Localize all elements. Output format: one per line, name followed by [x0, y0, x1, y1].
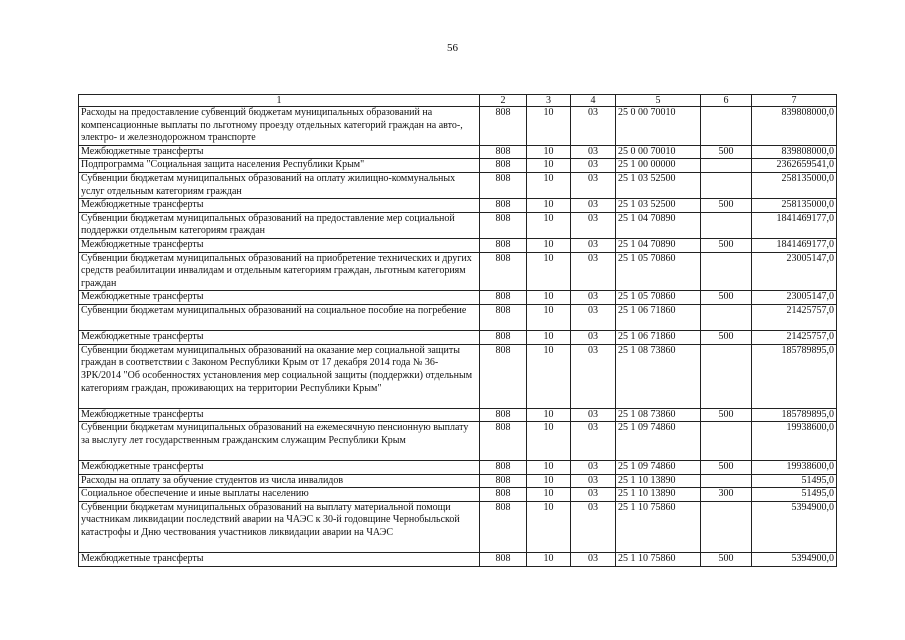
table-row: [79, 331, 837, 345]
row-description: Расходы на оплату за обучение студентов из числа инвалидов: [79, 474, 480, 488]
row-amount: 839808000,0: [752, 107, 837, 146]
row-subsection-code: 03: [571, 422, 616, 461]
row-expense-type: 500: [701, 238, 752, 252]
row-amount: 51495,0: [752, 474, 837, 488]
row-subsection-code: 03: [571, 474, 616, 488]
row-description: Межбюджетные трансферты: [79, 145, 480, 159]
row-section-code: 10: [527, 145, 571, 159]
row-target-article: 25 1 10 75860: [616, 553, 701, 567]
table-row: [79, 408, 837, 422]
row-expense-type: [701, 172, 752, 198]
row-expense-type: [701, 107, 752, 146]
row-section-code: 10: [527, 344, 571, 408]
row-subsection-code: 03: [571, 252, 616, 291]
row-subsection-code: 03: [571, 488, 616, 502]
row-amount: 23005147,0: [752, 291, 837, 305]
table-header-row: [79, 95, 837, 107]
row-target-article: 25 1 04 70890: [616, 212, 701, 238]
row-ministry-code: 808: [480, 291, 527, 305]
row-description: Социальное обеспечение и иные выплаты населению: [79, 488, 480, 502]
table-row: [79, 172, 837, 198]
row-target-article: 25 1 06 71860: [616, 304, 701, 330]
row-subsection-code: 03: [571, 212, 616, 238]
row-amount: 19938600,0: [752, 461, 837, 475]
row-amount: 19938600,0: [752, 422, 837, 461]
row-ministry-code: 808: [480, 199, 527, 213]
row-section-code: 10: [527, 461, 571, 475]
table-row: [79, 488, 837, 502]
row-section-code: 10: [527, 199, 571, 213]
row-target-article: 25 1 04 70890: [616, 238, 701, 252]
column-header: 1: [79, 95, 480, 107]
row-expense-type: [701, 212, 752, 238]
row-amount: 1841469177,0: [752, 238, 837, 252]
row-amount: 5394900,0: [752, 553, 837, 567]
row-ministry-code: 808: [480, 408, 527, 422]
column-header: 2: [480, 95, 527, 107]
row-section-code: 10: [527, 172, 571, 198]
row-description: Субвенции бюджетам муниципальных образований на приобретение технических и других средств реабилитации инвалидам и отдельным категориям граждан, льготным категориям граждан: [79, 252, 480, 291]
row-target-article: 25 1 10 13890: [616, 474, 701, 488]
row-subsection-code: 03: [571, 304, 616, 330]
table-row: [79, 107, 837, 146]
row-amount: 258135000,0: [752, 199, 837, 213]
row-target-article: 25 1 10 75860: [616, 501, 701, 552]
row-description: Межбюджетные трансферты: [79, 408, 480, 422]
column-header: 4: [571, 95, 616, 107]
table-row: [79, 212, 837, 238]
row-subsection-code: 03: [571, 501, 616, 552]
row-section-code: 10: [527, 408, 571, 422]
row-subsection-code: 03: [571, 331, 616, 345]
row-target-article: 25 1 03 52500: [616, 199, 701, 213]
row-section-code: 10: [527, 252, 571, 291]
row-section-code: 10: [527, 331, 571, 345]
row-description: Субвенции бюджетам муниципальных образований на предоставление мер социальной поддержки отдельным категориям граждан: [79, 212, 480, 238]
row-ministry-code: 808: [480, 145, 527, 159]
row-description: Субвенции бюджетам муниципальных образований на выплату материальной помощи участникам ликвидации последствий аварии на ЧАЭС к 30-й годовщине Чернобыльской катастрофы и Дню чествования участников ликвидации аварии на ЧАЭС: [79, 501, 480, 552]
table-body: [79, 107, 837, 567]
table-row: [79, 238, 837, 252]
row-target-article: 25 1 09 74860: [616, 461, 701, 475]
row-ministry-code: 808: [480, 304, 527, 330]
row-section-code: 10: [527, 474, 571, 488]
row-ministry-code: 808: [480, 159, 527, 173]
row-description: Субвенции бюджетам муниципальных образований на оплату жилищно-коммунальных услуг отдельным категориям граждан: [79, 172, 480, 198]
column-header: 7: [752, 95, 837, 107]
row-subsection-code: 03: [571, 145, 616, 159]
row-amount: 51495,0: [752, 488, 837, 502]
row-ministry-code: 808: [480, 107, 527, 146]
row-section-code: 10: [527, 291, 571, 305]
row-amount: 21425757,0: [752, 331, 837, 345]
table-row: [79, 304, 837, 330]
table-row: [79, 553, 837, 567]
table-row: [79, 501, 837, 552]
table-row: [79, 474, 837, 488]
row-description: Подпрограмма "Социальная защита населения Республики Крым": [79, 159, 480, 173]
row-expense-type: [701, 422, 752, 461]
row-description: Субвенции бюджетам муниципальных образований на оказание мер социальной защиты граждан в соответствии с Законом Республики Крым от 17 декабря 2014 года № 36-ЗРК/2014 "Об особенностях установления мер социальной защиты (поддержки) отдельным категориям граждан, проживающих на территории Республики Крым": [79, 344, 480, 408]
row-expense-type: 300: [701, 488, 752, 502]
row-expense-type: [701, 501, 752, 552]
row-section-code: 10: [527, 107, 571, 146]
row-expense-type: 500: [701, 461, 752, 475]
row-subsection-code: 03: [571, 408, 616, 422]
row-description: Межбюджетные трансферты: [79, 331, 480, 345]
row-subsection-code: 03: [571, 291, 616, 305]
row-target-article: 25 1 08 73860: [616, 344, 701, 408]
row-amount: 185789895,0: [752, 344, 837, 408]
row-ministry-code: 808: [480, 501, 527, 552]
table-row: [79, 422, 837, 461]
row-ministry-code: 808: [480, 252, 527, 291]
row-ministry-code: 808: [480, 461, 527, 475]
row-subsection-code: 03: [571, 553, 616, 567]
row-section-code: 10: [527, 422, 571, 461]
row-expense-type: [701, 252, 752, 291]
row-description: Субвенции бюджетам муниципальных образований на социальное пособие на погребение: [79, 304, 480, 330]
row-target-article: 25 1 09 74860: [616, 422, 701, 461]
row-subsection-code: 03: [571, 107, 616, 146]
row-amount: 258135000,0: [752, 172, 837, 198]
row-target-article: 25 1 06 71860: [616, 331, 701, 345]
row-expense-type: [701, 304, 752, 330]
row-target-article: 25 1 00 00000: [616, 159, 701, 173]
row-ministry-code: 808: [480, 488, 527, 502]
row-section-code: 10: [527, 553, 571, 567]
row-section-code: 10: [527, 159, 571, 173]
table-row: [79, 344, 837, 408]
row-description: Межбюджетные трансферты: [79, 238, 480, 252]
row-expense-type: [701, 474, 752, 488]
table-row: [79, 291, 837, 305]
row-ministry-code: 808: [480, 238, 527, 252]
row-ministry-code: 808: [480, 422, 527, 461]
row-amount: 185789895,0: [752, 408, 837, 422]
row-ministry-code: 808: [480, 474, 527, 488]
row-expense-type: [701, 344, 752, 408]
page-number: 56: [447, 42, 458, 54]
row-ministry-code: 808: [480, 344, 527, 408]
row-expense-type: 500: [701, 199, 752, 213]
column-header: 6: [701, 95, 752, 107]
column-header: 5: [616, 95, 701, 107]
row-subsection-code: 03: [571, 172, 616, 198]
row-target-article: 25 0 00 70010: [616, 145, 701, 159]
row-section-code: 10: [527, 238, 571, 252]
table-row: [79, 252, 837, 291]
row-expense-type: 500: [701, 331, 752, 345]
row-description: Субвенции бюджетам муниципальных образований на ежемесячную пенсионную выплату за выслугу лет государственным гражданским служащим Республики Крым: [79, 422, 480, 461]
row-description: Межбюджетные трансферты: [79, 199, 480, 213]
row-amount: 839808000,0: [752, 145, 837, 159]
row-target-article: 25 1 03 52500: [616, 172, 701, 198]
row-ministry-code: 808: [480, 331, 527, 345]
row-amount: 23005147,0: [752, 252, 837, 291]
row-description: Межбюджетные трансферты: [79, 291, 480, 305]
row-ministry-code: 808: [480, 553, 527, 567]
row-ministry-code: 808: [480, 172, 527, 198]
row-target-article: 25 1 05 70860: [616, 291, 701, 305]
row-section-code: 10: [527, 488, 571, 502]
row-section-code: 10: [527, 212, 571, 238]
row-subsection-code: 03: [571, 344, 616, 408]
row-expense-type: 500: [701, 145, 752, 159]
row-amount: 21425757,0: [752, 304, 837, 330]
row-description: Межбюджетные трансферты: [79, 461, 480, 475]
row-target-article: 25 1 08 73860: [616, 408, 701, 422]
row-section-code: 10: [527, 501, 571, 552]
row-target-article: 25 1 05 70860: [616, 252, 701, 291]
row-description: Расходы на предоставление субвенций бюджетам муниципальных образований на компенсационные выплаты по льготному проезду отдельных категорий граждан на авто-, электро- и железнодорожном транспорте: [79, 107, 480, 146]
table-row: [79, 145, 837, 159]
table-row: [79, 159, 837, 173]
row-ministry-code: 808: [480, 212, 527, 238]
row-expense-type: [701, 159, 752, 173]
row-expense-type: 500: [701, 553, 752, 567]
row-expense-type: 500: [701, 291, 752, 305]
table-row: [79, 199, 837, 213]
column-header: 3: [527, 95, 571, 107]
row-subsection-code: 03: [571, 461, 616, 475]
row-expense-type: 500: [701, 408, 752, 422]
table-row: [79, 461, 837, 475]
row-amount: 5394900,0: [752, 501, 837, 552]
row-target-article: 25 1 10 13890: [616, 488, 701, 502]
row-section-code: 10: [527, 304, 571, 330]
row-target-article: 25 0 00 70010: [616, 107, 701, 146]
row-subsection-code: 03: [571, 238, 616, 252]
row-subsection-code: 03: [571, 159, 616, 173]
budget-table: [78, 94, 837, 567]
row-amount: 2362659541,0: [752, 159, 837, 173]
row-description: Межбюджетные трансферты: [79, 553, 480, 567]
row-subsection-code: 03: [571, 199, 616, 213]
row-amount: 1841469177,0: [752, 212, 837, 238]
